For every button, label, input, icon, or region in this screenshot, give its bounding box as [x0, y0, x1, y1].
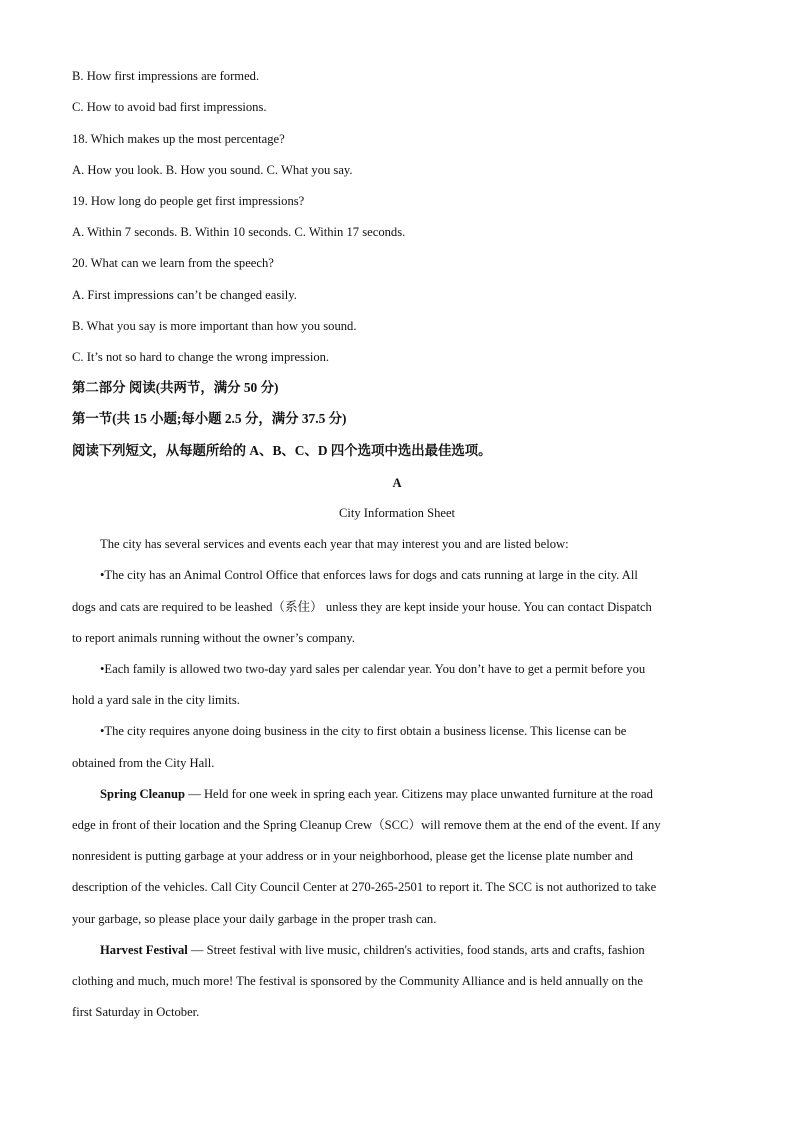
bullet-animal-control-line2: dogs and cats are required to be leashed（系住） unless they are kept inside your house. You can contact Dispatch — [72, 600, 652, 614]
q19-options: A. Within 7 seconds. B. Within 10 seconds. C. Within 17 seconds. — [72, 225, 406, 239]
spring-cleanup-text: — Held for one week in spring each year. Citizens may place unwanted furniture at the road — [185, 787, 653, 801]
bullet-business-license-line1: •The city requires anyone doing business in the city to first obtain a business license. This license can be — [100, 724, 627, 738]
bullet-business-license-line2: obtained from the City Hall. — [72, 756, 215, 770]
bullet-yard-sales-line2: hold a yard sale in the city limits. — [72, 693, 240, 707]
section-one-heading: 第一节(共 15 小题;每小题 2.5 分，满分 37.5 分) — [72, 411, 347, 426]
harvest-festival-text: — Street festival with live music, children's activities, food stands, arts and crafts, fashion — [187, 943, 645, 957]
spring-cleanup-line4: description of the vehicles. Call City Council Center at 270-265-2501 to report it. The SCC is not authorized to take — [72, 880, 657, 894]
harvest-festival-line2: clothing and much, much more! The festival is sponsored by the Community Alliance and is held annually on the — [72, 974, 643, 988]
passage-title: City Information Sheet — [338, 506, 456, 520]
q18-options: A. How you look. B. How you sound. C. What you say. — [72, 163, 353, 177]
bullet-animal-control-line1: •The city has an Animal Control Office that enforces laws for dogs and cats running at large in the city. All — [100, 568, 638, 582]
bullet-animal-control-line3: to report animals running without the owner’s company. — [72, 631, 355, 645]
harvest-festival-label: Harvest Festival — [100, 943, 188, 957]
part-two-heading: 第二部分 阅读(共两节，满分 50 分) — [72, 380, 279, 395]
q20-option-a: A. First impressions can’t be changed easily. — [72, 288, 297, 302]
harvest-festival-line1 — [100, 942, 722, 958]
q17-option-b: B. How first impressions are formed. — [72, 69, 260, 83]
spring-cleanup-line3: nonresident is putting garbage at your address or in your neighborhood, please get the license plate number and — [72, 849, 633, 863]
reading-instruction: 阅读下列短文，从每题所给的 A、B、C、D 四个选项中选出最佳选项。 — [72, 443, 492, 458]
spring-cleanup-line1 — [100, 786, 722, 802]
q20-option-c: C. It’s not so hard to change the wrong impression. — [72, 350, 330, 364]
question-19: 19. How long do people get first impressions? — [72, 194, 305, 208]
spring-cleanup-line2: edge in front of their location and the Spring Cleanup Crew（SCC）will remove them at the end of the event. If any — [72, 818, 661, 832]
bullet-yard-sales-line1: •Each family is allowed two two-day yard sales per calendar year. You don’t have to get a permit before you — [100, 662, 646, 676]
q20-option-b: B. What you say is more important than how you sound. — [72, 319, 357, 333]
q17-option-c: C. How to avoid bad first impressions. — [72, 100, 267, 114]
passage-intro: The city has several services and events each year that may interest you and are listed below: — [100, 537, 569, 551]
harvest-festival-line3: first Saturday in October. — [72, 1005, 200, 1019]
spring-cleanup-line5: your garbage, so please place your daily garbage in the proper trash can. — [72, 912, 437, 926]
question-18: 18. Which makes up the most percentage? — [72, 132, 285, 146]
spring-cleanup-label: Spring Cleanup — [100, 787, 186, 801]
passage-letter: A — [392, 476, 402, 490]
question-20: 20. What can we learn from the speech? — [72, 256, 274, 270]
